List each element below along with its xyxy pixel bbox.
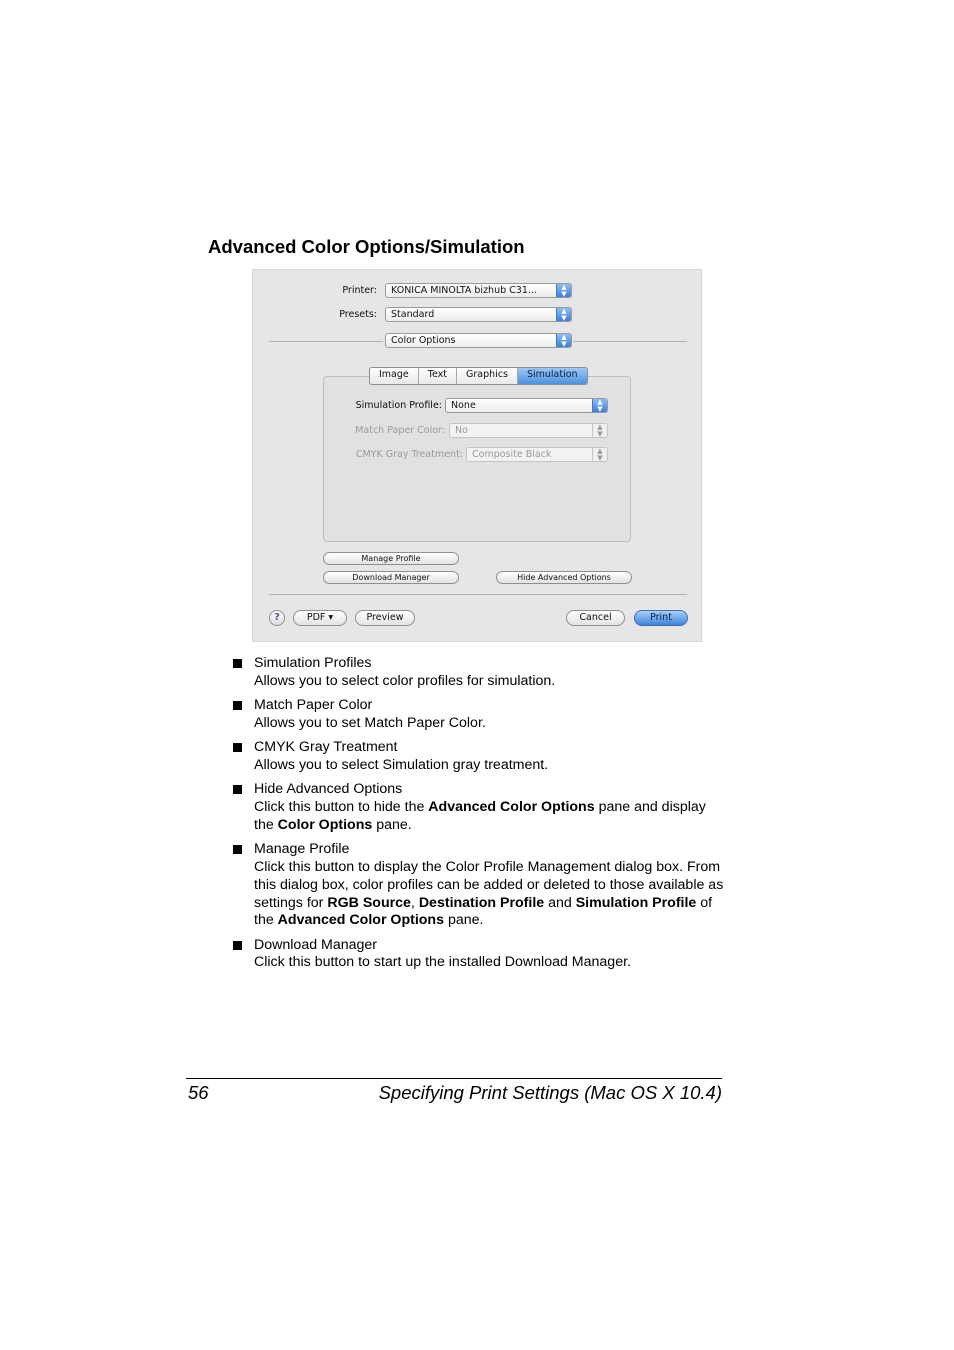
bold-run: Color Options xyxy=(277,816,373,833)
panel-select[interactable] xyxy=(385,333,572,348)
divider xyxy=(269,594,687,595)
cancel-button[interactable]: Cancel xyxy=(566,610,625,626)
item-description: Click this button to start up the installed Download Manager. xyxy=(254,954,631,971)
text-run: pane and display the xyxy=(254,799,706,833)
select-arrows-icon: ▲ ▼ xyxy=(592,424,607,437)
item-description: Allows you to select Simulation gray treatment. xyxy=(254,756,549,773)
text-run: of the xyxy=(254,894,713,929)
text-run: , xyxy=(410,894,419,911)
text-run: Click this button to display the Color Profile Management dialog box. From this dialog box, color profiles can be added or deleted to those available as settings for xyxy=(254,858,724,911)
bullet-square-icon xyxy=(233,659,242,668)
hide-advanced-options-button[interactable]: Hide Advanced Options xyxy=(496,571,632,584)
tab-simulation[interactable]: Simulation xyxy=(518,368,587,384)
list-item xyxy=(232,739,727,775)
manage-profile-button[interactable]: Manage Profile xyxy=(323,552,459,565)
cmyk-gray-label: CMYK Gray Treatment: xyxy=(355,449,463,460)
bold-run: Simulation Profile xyxy=(575,894,697,911)
item-title: Hide Advanced Options xyxy=(254,781,403,798)
bullet-square-icon xyxy=(233,785,242,794)
list-item xyxy=(232,655,727,691)
item-description: Allows you to select color profiles for simulation. xyxy=(254,672,556,689)
bold-run: Advanced Color Options xyxy=(428,799,595,816)
download-manager-button[interactable]: Download Manager xyxy=(323,571,459,584)
match-paper-label: Match Paper Color: xyxy=(355,425,445,436)
match-paper-select[interactable] xyxy=(449,423,608,438)
tab-image[interactable]: Image xyxy=(370,368,419,384)
footer-rule xyxy=(186,1078,722,1079)
item-description xyxy=(254,799,727,835)
option-descriptions xyxy=(232,655,727,979)
printer-label: Printer: xyxy=(342,285,377,296)
divider xyxy=(269,341,383,342)
print-dialog-screenshot xyxy=(252,269,702,642)
text-run: and xyxy=(544,894,576,911)
bold-run: RGB Source xyxy=(327,894,411,911)
select-arrows-icon: ▲ ▼ xyxy=(592,399,607,412)
text-run: pane. xyxy=(444,912,484,929)
list-item xyxy=(232,937,727,973)
panel-value: Color Options xyxy=(391,335,456,346)
match-paper-value: No xyxy=(455,425,468,436)
printer-select[interactable] xyxy=(385,283,572,298)
pdf-button[interactable]: PDF ▾ xyxy=(293,610,347,626)
select-arrows-icon: ▲ ▼ xyxy=(556,308,571,321)
text-run: pane. xyxy=(372,816,412,833)
tab-bar xyxy=(369,367,588,385)
item-title: CMYK Gray Treatment xyxy=(254,739,398,756)
bullet-square-icon xyxy=(233,701,242,710)
bold-run: Advanced Color Options xyxy=(277,912,444,929)
bullet-square-icon xyxy=(233,845,242,854)
print-button[interactable]: Print xyxy=(634,610,688,626)
select-arrows-icon: ▲ ▼ xyxy=(556,334,571,347)
section-heading: Advanced Color Options/Simulation xyxy=(208,236,525,257)
select-arrows-icon: ▲ ▼ xyxy=(592,448,607,461)
bullet-square-icon xyxy=(233,743,242,752)
text-run: Click this button to hide the xyxy=(254,799,429,816)
page-number: 56 xyxy=(188,1082,209,1103)
printer-value: KONICA MINOLTA bizhub C31... xyxy=(391,285,537,296)
select-arrows-icon: ▲ ▼ xyxy=(556,284,571,297)
cmyk-gray-select[interactable] xyxy=(466,447,608,462)
item-title: Simulation Profiles xyxy=(254,655,372,671)
list-item xyxy=(232,697,727,733)
item-title: Download Manager xyxy=(254,936,378,953)
item-title: Manage Profile xyxy=(254,841,350,858)
tab-graphics[interactable]: Graphics xyxy=(457,368,518,384)
preview-button[interactable]: Preview xyxy=(355,610,415,626)
bullet-square-icon xyxy=(233,941,242,950)
list-item xyxy=(232,841,727,930)
item-description xyxy=(254,859,727,930)
list-item xyxy=(232,781,727,834)
bold-run: Destination Profile xyxy=(418,894,545,911)
help-icon[interactable]: ? xyxy=(269,610,285,626)
simulation-profile-label: Simulation Profile: xyxy=(355,400,442,411)
divider xyxy=(573,341,687,342)
presets-value: Standard xyxy=(391,309,435,320)
presets-label: Presets: xyxy=(339,309,377,320)
simulation-profile-value: None xyxy=(451,400,476,411)
footer-title: Specifying Print Settings (Mac OS X 10.4) xyxy=(378,1082,722,1103)
item-description: Allows you to set Match Paper Color. xyxy=(254,714,486,731)
tab-text[interactable]: Text xyxy=(419,368,457,384)
simulation-profile-select[interactable] xyxy=(445,398,608,413)
presets-select[interactable] xyxy=(385,307,572,322)
cmyk-gray-value: Composite Black xyxy=(472,449,552,460)
item-title: Match Paper Color xyxy=(254,697,373,714)
